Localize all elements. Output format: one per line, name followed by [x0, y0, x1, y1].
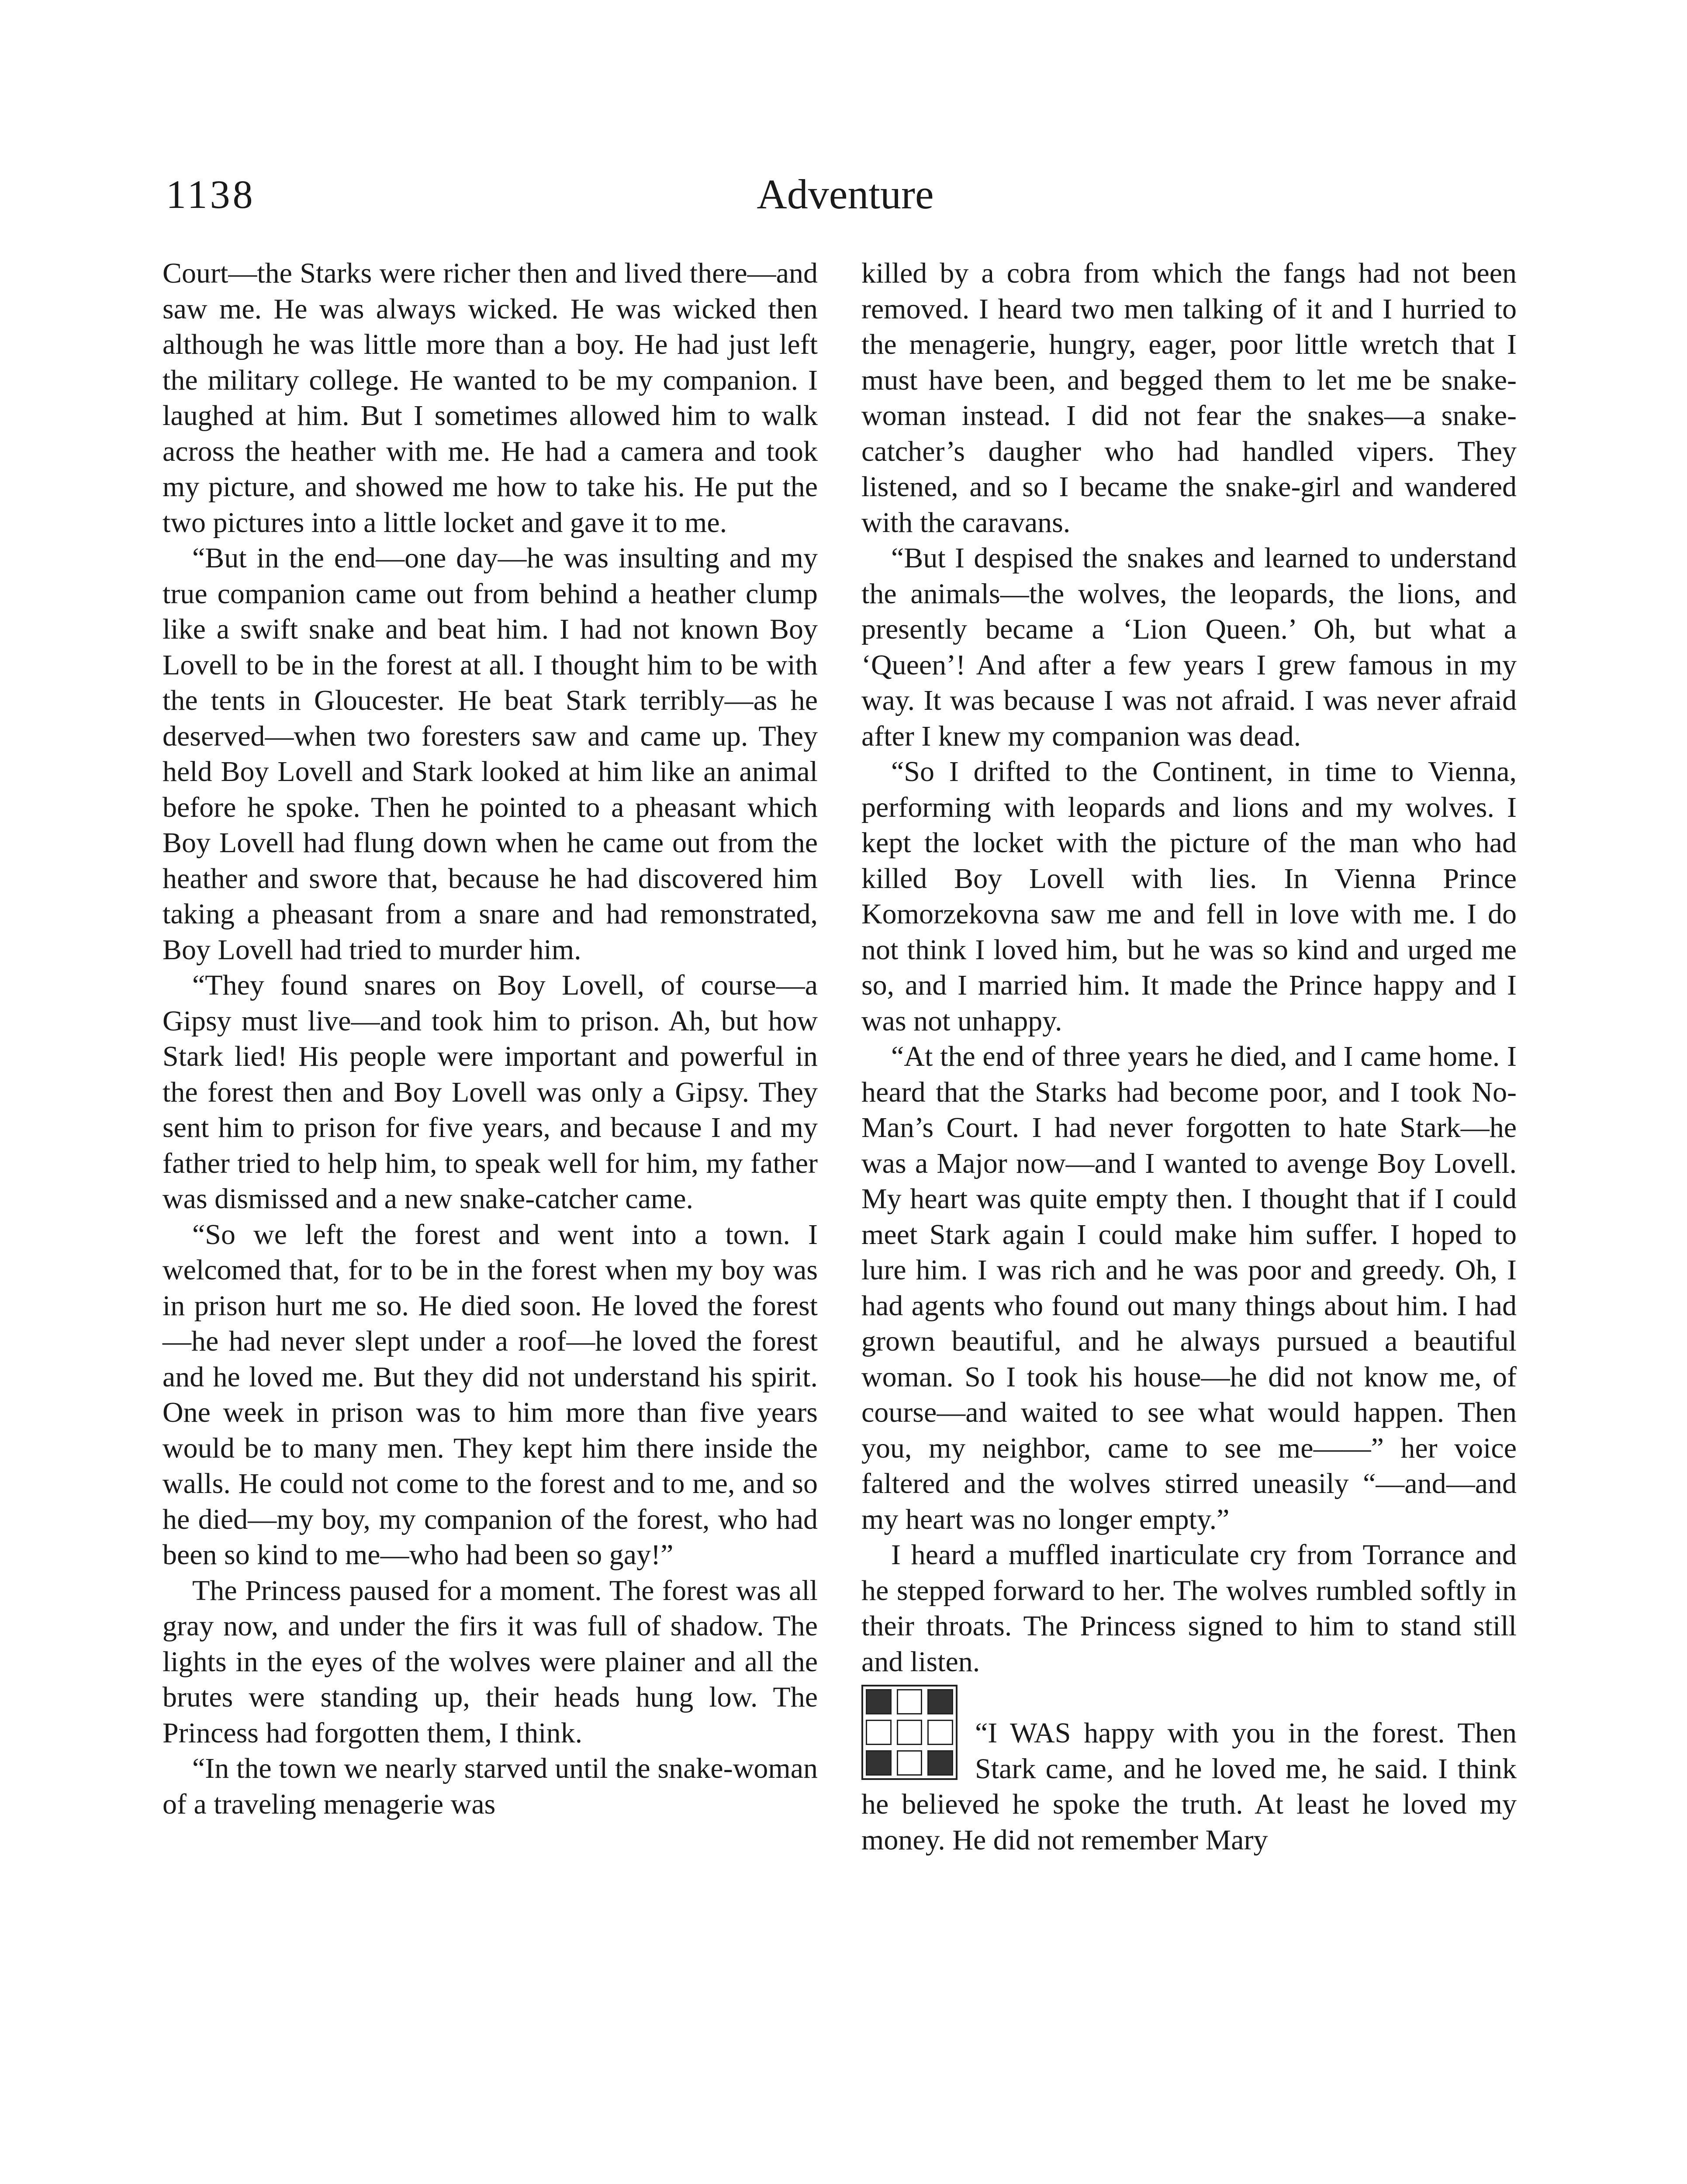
paragraph: “At the end of three years he died, and I came home. I heard that the Starks had become poor, and I took No-Man’s Court. I had never forgotten to hate Stark—he was a Major now—and I wanted to avenge Boy Lovell. My heart was quite empty then. I thought that if I could meet Stark again I could make him suffer. I hoped to lure him. I was rich and he was poor and greedy. Oh, I had agents who found out many things about him. I had grown beautiful, and he always pursued a beautiful woman. So I took his house—he did not know me, of course—and waited to see what would happen. Then you, my neighbor, came to see me——” her voice faltered and the wolves stirred uneasily “—and—and my heart was no longer empty.” — [861, 1040, 1517, 1535]
ornament-icon — [861, 1685, 958, 1780]
paragraph: I heard a muffled inarticulate cry from Torrance and he stepped forward to her. The wolves rumbled softly in their throats. The Princess signed to him to stand still and listen. — [861, 1539, 1517, 1678]
paragraph: “But in the end—one day—he was insulting and my true companion came out from behind a heather clump like a swift snake and beat him. I had not known Boy Lovell to be in the forest at all. I thought him to be with the tents in Gloucester. He beat Stark terribly—as he deserved—when two foresters saw and came up. They held Boy Lovell and Stark looked at him like an animal before he spoke. Then he pointed to a pheasant which Boy Lovell had flung down when he came out from the heather and swore that, because he had discovered him taking a pheasant from a snare and had remonstrated, Boy Lovell had tried to murder him. — [162, 542, 818, 966]
paragraph: “I WAS happy with you in the forest. Then Stark came, and he loved me, he said. I think he believed he spoke the truth. At least he loved my money. He did not remember Mary — [861, 1717, 1517, 1856]
paragraph: “They found snares on Boy Lovell, of course—a Gipsy must live—and took him to prison. Ah, but how Stark lied! His people were important and powerful in the forest then and Boy Lovell was only a Gipsy. They sent him to prison for five years, and because I and my father tried to help him, to speak well for him, my father was dismissed and a new snake-catcher came. — [162, 969, 818, 1215]
paragraph: “In the town we nearly starved until the snake-woman of a traveling menagerie was — [162, 1752, 818, 1820]
running-title: Adventure — [757, 171, 934, 218]
running-header — [166, 162, 1525, 227]
paragraph: killed by a cobra from which the fangs had not been removed. I heard two men talking of it and I hurried to the menagerie, hungry, eager, poor little wretch that I must have been, and begged them to let me be snake-woman instead. I did not fear the snakes—a snake-catcher’s daugher who had handled vipers. They listened, and so I became the snake-girl and wandered with the caravans. — [861, 257, 1517, 539]
paragraph: “But I despised the snakes and learned to understand the animals—the wolves, the leopards, the lions, and presently became a ‘Lion Queen.’ Oh, but what a ‘Queen’! And after a few years I grew famous in my way. It was because I was not afraid. I was never afraid after I knew my companion was dead. — [861, 542, 1517, 752]
paragraph: Court—the Starks were richer then and lived there—and saw me. He was always wicked. He was wicked then although he was little more than a boy. He had just left the military college. He wanted to be my companion. I laughed at him. But I sometimes allowed him to walk across the heather with me. He had a camera and took my picture, and showed me how to take his. He put the two pictures into a little locket and gave it to me. — [162, 257, 818, 539]
paragraph: The Princess paused for a moment. The forest was all gray now, and under the firs it was full of shadow. The lights in the eyes of the wolves were plainer and all the brutes were standing up, their heads hung low. The Princess had forgotten them, I think. — [162, 1574, 818, 1749]
right-column — [861, 256, 1517, 1858]
paragraph: “So I drifted to the Continent, in time to Vienna, performing with leopards and lions and my wolves. I kept the locket with the picture of the man who had killed Boy Lovell with lies. In Vienna Prince Komorzekovna saw me and fell in love with me. I do not think I loved him, but he was so kind and urged me so, and I married him. It made the Prince happy and I was not unhappy. — [861, 756, 1517, 1037]
paragraph: “So we left the forest and went into a town. I welcomed that, for to be in the forest when my boy was in prison hurt me so. He died soon. He loved the forest—he had never slept under a roof—he loved the forest and he loved me. But they did not understand his spirit. One week in prison was to him more than five years would be to many men. They kept him there inside the walls. He could not come to the forest and to me, and so he died—my boy, my companion of the forest, who had been so kind to me—who had been so gay!” — [162, 1218, 818, 1571]
left-column — [162, 256, 818, 1822]
page-number: 1138 — [166, 172, 256, 217]
